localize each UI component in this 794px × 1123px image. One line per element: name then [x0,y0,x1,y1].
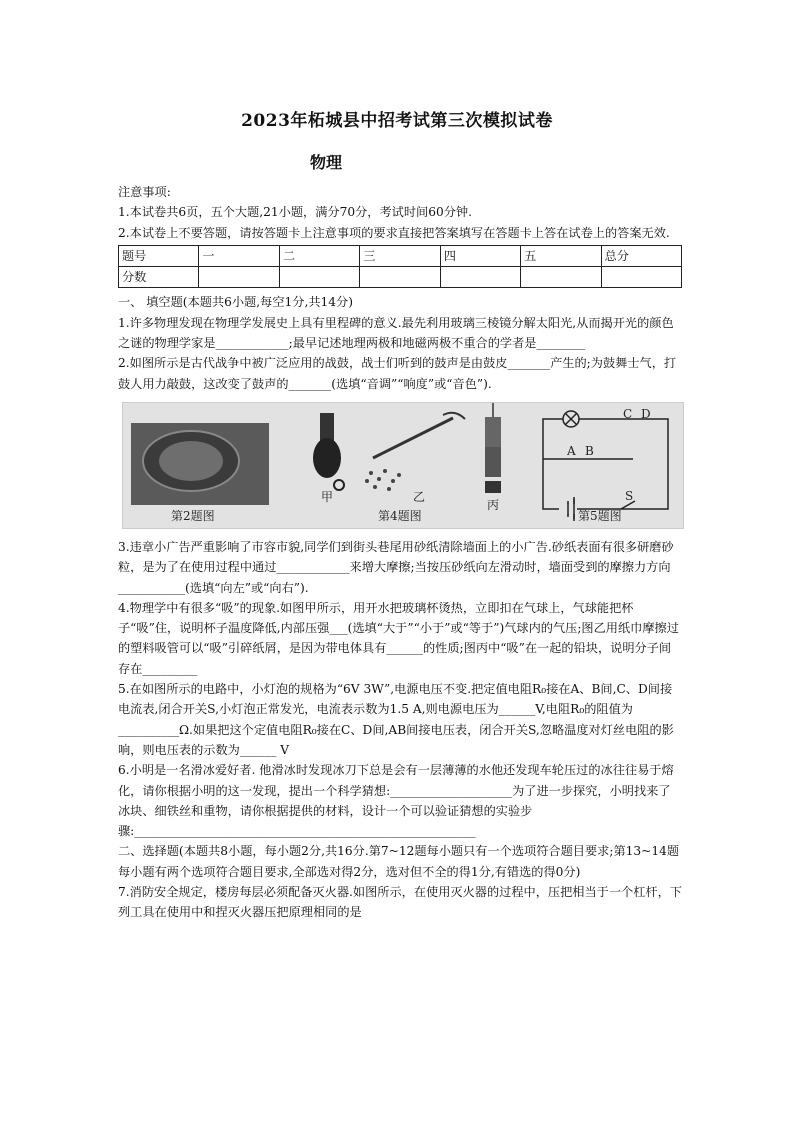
score-input-cell[interactable] [440,267,520,288]
circuit-diagram [543,411,668,519]
figure-strip [122,402,684,529]
question-3: 3.违章小广告严重影响了市容市貌,同学们到街头巷尾用砂纸清除墙面上的小广告.砂纸表面有很多研磨砂粒，是为了在使用过程中通过____________来增大摩擦;当按压砂纸向左滑动时，墙面受到的摩擦力方向___________(选填“向左”或“向右”). [118,539,674,595]
exam-subject: 物理 [310,153,343,172]
score-cell: 总分 [601,245,681,266]
score-input-cell[interactable] [601,267,681,288]
hand-icon [443,413,465,419]
score-input-cell[interactable] [199,267,279,288]
figure-label-jia: 甲 [321,489,334,504]
circuit-label-c: C [623,406,633,421]
section2-heading: 二、选择题(本题共8小题，每小题2分,共16分.第7~12题每小题只有一个选项符合题目要求;第13~14题每小题有两个选项符合题目要求,全部选对得2分，选对但不全的得1分,有错选的得0分) [118,844,680,879]
figure-label-bing: 丙 [487,497,500,512]
section1-heading: 一、 填空题(本题共6小题,每空1分,共14分) [118,295,353,310]
note-item-1: 1.本试卷共6页，五个大题,21小题，满分70分，考试时间60分钟. [118,205,472,220]
figure-caption-q5: 第5题图 [578,508,622,523]
notes-heading: 注意事项: [118,185,171,199]
circuit-label-d: D [641,406,651,421]
question-5: 5.在如图所示的电路中，小灯泡的规格为“6V 3W”,电源电压不变.把定值电阻R₀接在A、B间,C、D间接电流表,闭合开关S,小灯泡正常发光，电流表示数为1.5 A,则电源电压为______V,电阻R₀的阻值为__________Ω.如果把这个定值电阻R₀接在C、D间,AB间接电压表，闭合开关S,忽略温度对灯丝电阻的影响，则电压表的示数为______ V [118,682,674,757]
score-cell: 三 [360,245,440,266]
score-input-cell[interactable] [521,267,601,288]
circuit-label-a: A [567,443,576,458]
score-input-cell[interactable] [360,267,440,288]
score-cell: 二 [279,245,359,266]
exam-title: 2023年柘城县中招考试第三次模拟试卷 [241,111,553,131]
score-cell: 分数 [119,267,199,288]
score-table [118,245,682,289]
score-cell: 四 [440,245,520,266]
straw-icon [373,418,453,458]
question-4: 4.物理学中有很多“吸”的现象.如图甲所示，用开水把玻璃杯烫热，立即扣在气球上，气球能把杯子“吸”住，说明杯子温度降低,内部压强___(选填“大于”“小于”或“等于”)气球内的气压;图乙用纸巾摩擦过的塑料吸管可以“吸”引碎纸屑，是因为带电体具有______的性质;图丙中“吸”在一起的铅块，说明分子间存在_________ [118,600,679,676]
exam-body [118,182,682,923]
score-cell: 一 [199,245,279,266]
question-6: 6.小明是一名滑冰爱好者. 他滑冰时发现冰刀下总是会有一层薄薄的水他还发现车轮压过的冰往往易于熔化，请你根据小明的这一发现，提出一个科学猜想:____________________为了进一步探究，小明找来了冰块、细铁丝和重物，请你根据提供的材料，设计一个可以验证猜想的实验步骤:________________________________________________________ [118,763,674,839]
cup-icon [320,413,334,441]
circuit-label-s: S [625,488,634,503]
figure-caption-q4: 第4题图 [378,508,422,523]
note-item-2: 2.本试卷上不要答题，请按答题卡上注意事项的要求直接把答案填写在答题卡上答在试卷上的答案无效. [118,225,670,240]
score-table-score-row [119,267,682,288]
paper-bits-icon [365,469,401,491]
figure-label-yi: 乙 [413,489,426,504]
question-7: 7.消防安全规定，楼房每层必须配备灭火器.如图所示，在使用灭火器的过程中，压把相当于一个杠杆，下列工具在使用中和捏灭火器压把原理相同的是 [118,885,682,920]
score-input-cell[interactable] [279,267,359,288]
circuit-label-b: B [585,443,594,458]
lead-block-icon [485,417,501,447]
score-cell: 五 [521,245,601,266]
question-1: 1.许多物理发现在物理学发展史上具有里程碑的意义.最先利用玻璃三棱镜分解太阳光,从而揭开光的颜色之谜的物理学家是____________;最早记述地理两极和地磁两极不重合的学者是________ [118,315,674,351]
question-2: 2.如图所示是古代战争中被广泛应用的战鼓，战士们听到的鼓声是由鼓皮_______产生的;为鼓舞士气，打鼓人用力敲鼓，这改变了鼓声的_______(选填“音调”“响度”或“音色”). [118,356,677,391]
score-cell: 题号 [119,245,199,266]
balloon-icon [313,438,341,478]
figure-caption-q2: 第2题图 [171,508,215,523]
score-table-header-row [119,245,682,266]
